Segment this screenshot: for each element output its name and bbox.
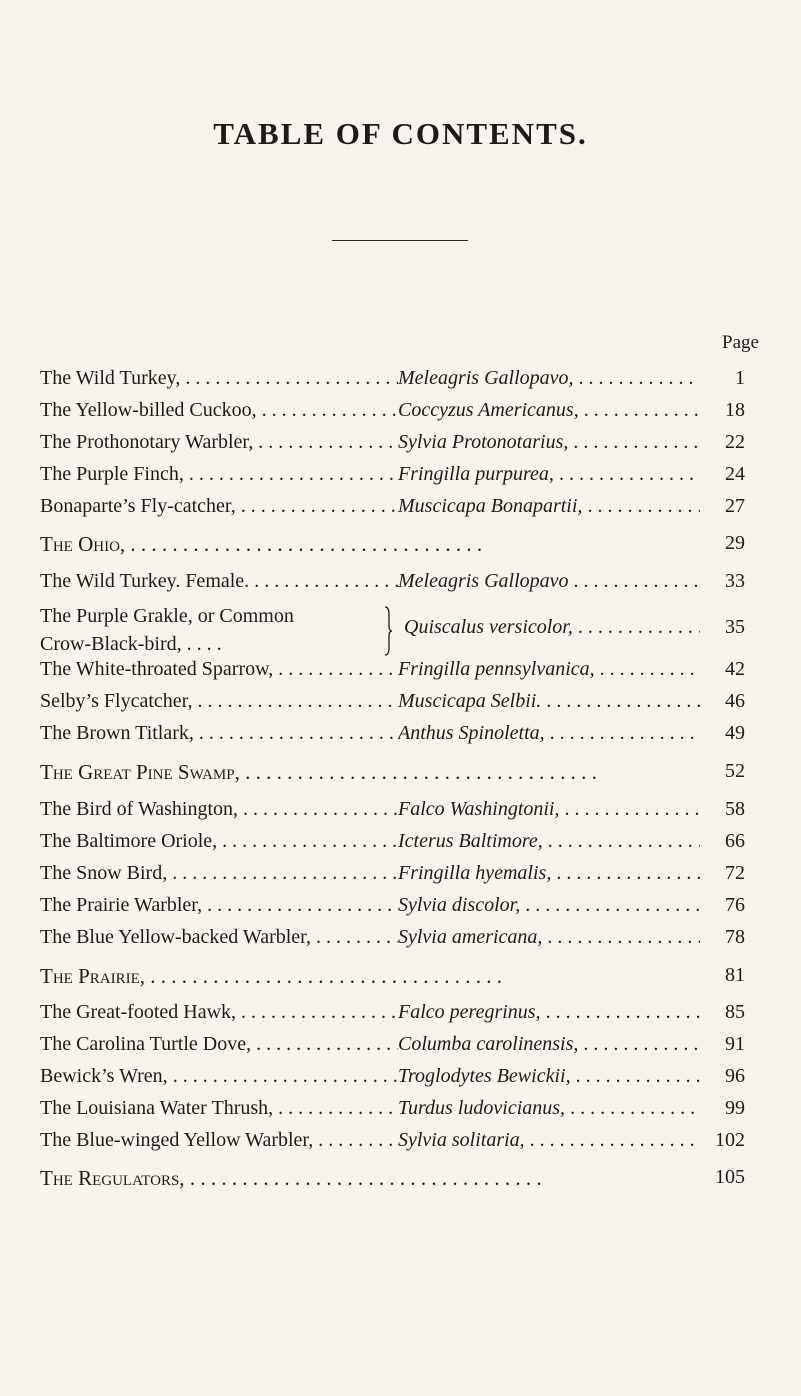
entry-latin-name: Muscicapa Selbii. . . . xyxy=(398,690,700,713)
toc-section-heading xyxy=(0,1166,801,1196)
entry-page-number: 49 xyxy=(725,722,745,744)
entry-page-number: 102 xyxy=(715,1129,745,1151)
entry-name: The Bird of Washington, . . . xyxy=(40,798,398,821)
page-title: TABLE OF CONTENTS. xyxy=(213,116,588,151)
entry-name xyxy=(40,602,390,658)
entry-page-number: 78 xyxy=(725,926,745,948)
entry-latin-name: Coccyzus Americanus, . . . xyxy=(398,399,700,422)
entry-page-number: 76 xyxy=(725,894,745,916)
entry-page-number: 58 xyxy=(725,798,745,820)
section-name: The Regulators, . . . xyxy=(40,1166,700,1191)
entry-latin-name: Muscicapa Bonapartii, . . . xyxy=(398,495,700,518)
entry-page-number: 24 xyxy=(725,463,745,485)
entry-name: The Purple Finch, . . . xyxy=(40,463,398,486)
toc-entry xyxy=(0,602,801,655)
entry-latin-name: Falco Washingtonii, . . . xyxy=(398,798,700,821)
entry-name: The Great-footed Hawk, . . . xyxy=(40,1001,398,1024)
toc-section-heading xyxy=(0,760,801,790)
entry-page-number: 52 xyxy=(725,760,745,782)
entry-name: Bewick’s Wren, . . . xyxy=(40,1065,398,1088)
entry-latin-name: Anthus Spinoletta, . . . xyxy=(398,722,700,745)
toc-entry xyxy=(0,570,801,600)
entry-page-number: 22 xyxy=(725,431,745,453)
entry-page-number: 33 xyxy=(725,570,745,592)
entry-name: The White-throated Sparrow, . . . xyxy=(40,658,398,681)
entry-name: The Yellow-billed Cuckoo, . . . xyxy=(40,399,398,422)
toc-entry xyxy=(0,1097,801,1127)
entry-page-number: 85 xyxy=(725,1001,745,1023)
entry-latin-name: Fringilla purpurea, . . . xyxy=(398,463,700,486)
toc-section-heading xyxy=(0,532,801,562)
entry-name: Selby’s Flycatcher, . . . xyxy=(40,690,398,713)
toc-entry xyxy=(0,1033,801,1063)
entry-latin-name: Icterus Baltimore, . . . xyxy=(398,830,700,853)
section-name: The Great Pine Swamp, . . . xyxy=(40,760,700,785)
entry-page-number: 35 xyxy=(725,616,745,638)
toc-entry xyxy=(0,830,801,860)
section-name: The Ohio, . . . xyxy=(40,532,700,557)
entry-latin-name: Turdus ludovicianus, . . . xyxy=(398,1097,700,1120)
toc-section-heading xyxy=(0,964,801,994)
toc-entry xyxy=(0,798,801,828)
entry-name: The Wild Turkey, . . . xyxy=(40,367,398,390)
entry-page-number: 18 xyxy=(725,399,745,421)
toc-entry xyxy=(0,367,801,397)
toc-entry xyxy=(0,495,801,525)
entry-latin-name: Falco peregrinus, . . . xyxy=(398,1001,700,1024)
entry-page-number: 29 xyxy=(725,532,745,554)
toc-entry xyxy=(0,431,801,461)
entry-name: The Baltimore Oriole, . . . xyxy=(40,830,398,853)
toc-entry xyxy=(0,722,801,752)
entry-name: The Brown Titlark, . . . xyxy=(40,722,398,745)
entry-page-number: 91 xyxy=(725,1033,745,1055)
entry-name: The Carolina Turtle Dove, . . . xyxy=(40,1033,398,1056)
toc-entry xyxy=(0,1001,801,1031)
entry-name-line-2: Crow-Black-bird, . . . . xyxy=(40,630,390,658)
entry-latin-name: Columba carolinensis, . . . xyxy=(398,1033,700,1056)
toc-entry xyxy=(0,658,801,688)
entry-latin-name: Sylvia americana, . . . xyxy=(398,926,700,949)
entry-latin-name: Fringilla hyemalis, . . . xyxy=(398,862,700,885)
entry-name: The Blue Yellow-backed Warbler, . . . xyxy=(40,926,398,949)
brace-bracket xyxy=(384,606,392,656)
entry-name: The Snow Bird, . . . xyxy=(40,862,398,885)
entry-page-number: 96 xyxy=(725,1065,745,1087)
toc-entry xyxy=(0,1065,801,1095)
entry-latin-name: Troglodytes Bewickii, . . . xyxy=(398,1065,700,1088)
entry-latin-name: Quiscalus versicolor, . . . xyxy=(404,616,700,639)
entry-latin-name: Fringilla pennsylvanica, . . . xyxy=(398,658,700,681)
entry-latin-name: Meleagris Gallopavo . . . xyxy=(398,570,700,593)
entry-latin-name: Sylvia discolor, . . . xyxy=(398,894,700,917)
toc-entry xyxy=(0,399,801,429)
entry-page-number: 1 xyxy=(735,367,745,389)
entry-name: Bonaparte’s Fly-catcher, . . . xyxy=(40,495,398,518)
entry-name: The Prothonotary Warbler, . . . xyxy=(40,431,398,454)
entry-page-number: 72 xyxy=(725,862,745,884)
entry-latin-name: Sylvia Protonotarius, . . . xyxy=(398,431,700,454)
entry-page-number: 81 xyxy=(725,964,745,986)
entry-latin-name: Meleagris Gallopavo, . . . xyxy=(398,367,700,390)
page-column-header: Page xyxy=(722,332,759,353)
section-name: The Prairie, . . . xyxy=(40,964,700,989)
entry-name: The Louisiana Water Thrush, . . . xyxy=(40,1097,398,1120)
entry-page-number: 66 xyxy=(725,830,745,852)
entry-name: The Wild Turkey. Female. . . . xyxy=(40,570,398,593)
entry-name: The Blue-winged Yellow Warbler, . . . xyxy=(40,1129,398,1152)
entry-page-number: 27 xyxy=(725,495,745,517)
entry-page-number: 42 xyxy=(725,658,745,680)
toc-entry xyxy=(0,690,801,720)
toc-entry xyxy=(0,862,801,892)
entry-name-line-1: The Purple Grakle, or Common xyxy=(40,605,294,627)
entry-page-number: 99 xyxy=(725,1097,745,1119)
toc-entry xyxy=(0,1129,801,1159)
entry-latin-name: Sylvia solitaria, . . . xyxy=(398,1129,700,1152)
toc-entry xyxy=(0,894,801,924)
toc-entry xyxy=(0,463,801,493)
entry-page-number: 105 xyxy=(715,1166,745,1188)
entry-name: The Prairie Warbler, . . . xyxy=(40,894,398,917)
entry-page-number: 46 xyxy=(725,690,745,712)
toc-entry xyxy=(0,926,801,956)
